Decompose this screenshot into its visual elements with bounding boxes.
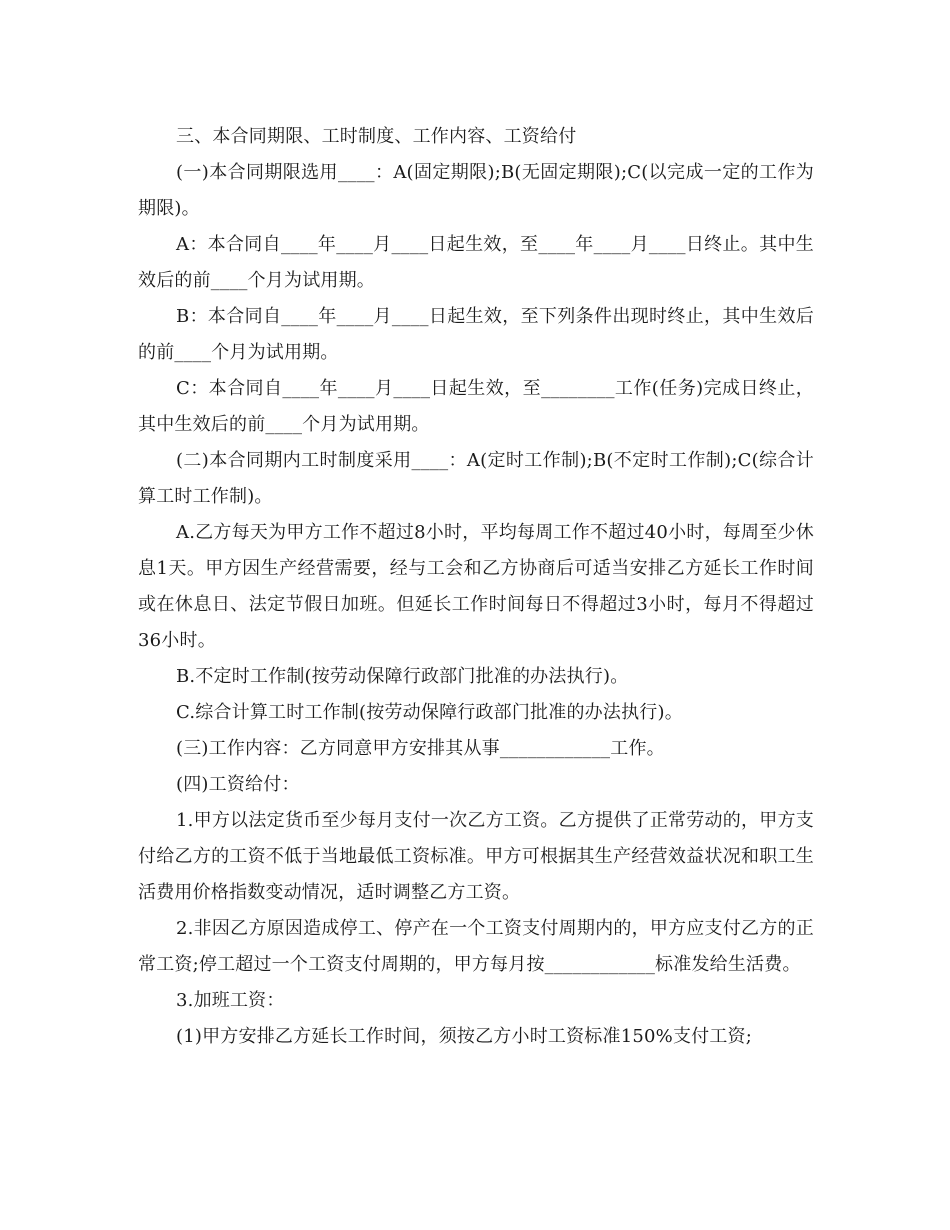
wage-item-3: 3.加班工资： xyxy=(176,990,285,1011)
section-heading: 三、本合同期限、工时制度、工作内容、工资给付 xyxy=(176,126,577,147)
working-hours-option-c: C.综合计算工时工作制(按劳动保障行政部门批准的办法执行)。 xyxy=(176,702,683,723)
working-hours-option-b: B.不定时工作制(按劳动保障行政部门批准的办法执行)。 xyxy=(176,666,629,687)
document-body xyxy=(138,119,814,1055)
term-option-a: A：本合同自____年____月____日起生效，至____年____月____日终止。其中生效后的前____个月为试用期。 xyxy=(138,234,814,291)
working-hours-clause: (二)本合同期内工时制度采用____：A(定时工作制);B(不定时工作制);C(综合计算工时工作制)。 xyxy=(138,450,814,507)
job-content-clause: (三)工作内容：乙方同意甲方安排其从事____________工作。 xyxy=(176,738,665,759)
contract-term-clause: (一)本合同期限选用____：A(固定期限);B(无固定期限);C(以完成一定的工作为期限)。 xyxy=(138,162,814,219)
overtime-item-1: (1)甲方安排乙方延长工作时间，须按乙方小时工资标准150%支付工资; xyxy=(176,1026,753,1047)
term-option-b: B：本合同自____年____月____日起生效，至下列条件出现时终止，其中生效后的前____个月为试用期。 xyxy=(138,306,814,363)
wage-payment-heading: (四)工资给付： xyxy=(176,774,300,795)
working-hours-option-a: A.乙方每天为甲方工作不超过8小时，平均每周工作不超过40小时，每周至少休息1天。甲方因生产经营需要，经与工会和乙方协商后可适当安排乙方延长工作时间或在休息日、法定节假日加班。但延长工作时间每日不得超过3小时，每月不得超过36小时。 xyxy=(138,522,814,651)
wage-item-2: 2.非因乙方原因造成停工、停产在一个工资支付周期内的，甲方应支付乙方的正常工资;停工超过一个工资支付周期的，甲方每月按____________标准发给生活费。 xyxy=(138,918,814,975)
wage-item-1: 1.甲方以法定货币至少每月支付一次乙方工资。乙方提供了正常劳动的，甲方支付给乙方的工资不低于当地最低工资标准。甲方可根据其生产经营效益状况和职工生活费用价格指数变动情况，适时调整乙方工资。 xyxy=(138,810,814,903)
term-option-c: C：本合同自____年____月____日起生效，至________工作(任务)完成日终止，其中生效后的前____个月为试用期。 xyxy=(138,378,814,435)
